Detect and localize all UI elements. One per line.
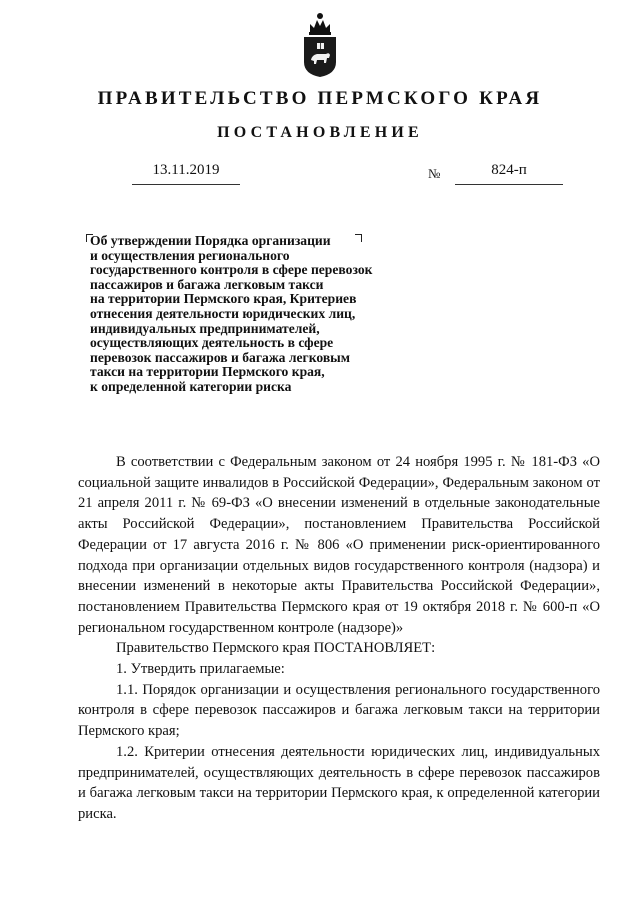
item-1-2-paragraph: 1.2. Критерии отнесения деятельности юридических лиц, индивидуальных предпринимателей, осуществляющих деятельность в сфере перевозок пассажиров и багажа легковым такси на территории Пермского края, к определенной категории риска.	[78, 743, 600, 822]
subject-line: такси на территории Пермского края,	[90, 364, 325, 380]
subject-line: отнесения деятельности юридических лиц,	[90, 305, 356, 321]
subject-line: государственного контроля в сфере перевозок	[90, 262, 373, 278]
subject-line: осуществляющих деятельность в сфере	[90, 335, 334, 351]
document-body	[78, 452, 600, 825]
document-type: ПОСТАНОВЛЕНИЕ	[217, 124, 423, 141]
item-1-1-paragraph: 1.1. Порядок организации и осуществления регионального государственного контроля в сфере перевозок пассажиров и багажа легковым такси на территории Пермского края;	[78, 681, 600, 740]
government-title: ПРАВИТЕЛЬСТВО ПЕРМСКОГО КРАЯ	[97, 88, 543, 109]
subject-line: пассажиров и багажа легковым такси	[90, 276, 324, 292]
item-1-paragraph: 1. Утвердить прилагаемые:	[116, 661, 285, 678]
subject-line: к определенной категории риска	[90, 378, 292, 394]
decree-paragraph: Правительство Пермского края ПОСТАНОВЛЯЕТ:	[116, 640, 436, 657]
number-label: №	[428, 166, 441, 181]
document-date: 13.11.2019	[132, 162, 240, 185]
subject-line: Об утверждении Порядка организации	[90, 233, 331, 248]
document-subject	[90, 234, 420, 395]
perm-krai-coat-of-arms-icon	[302, 10, 338, 78]
subject-line: перевозок пассажиров и багажа легковым	[90, 349, 351, 365]
subject-line: на территории Пермского края, Критериев	[90, 291, 357, 307]
preamble-paragraph: В соответствии с Федеральным законом от 24 ноября 1995 г. № 181-ФЗ «О социальной защите инвалидов в Российской Федерации», Федеральным законом от 21 апреля 2011 г. № 69-ФЗ «О внесении изменений в отдельные законодательные акты Российской Федерации», постановлением Правительства Российской Федерации от 17 августа 2016 г. № 806 «О применении риск-ориентированного подхода при организации отдельных видов государственного контроля (надзора) и внесении изменений в некоторые акты Правительства Российской Федерации», постановлением Правительства Пермского края от 19 октября 2018 г. № 600-п «О региональном государственном контроле (надзоре)»	[78, 454, 600, 636]
document-number: 824-п	[455, 162, 563, 185]
subject-line: индивидуальных предпринимателей,	[90, 320, 320, 336]
subject-line: и осуществления регионального	[90, 247, 290, 263]
